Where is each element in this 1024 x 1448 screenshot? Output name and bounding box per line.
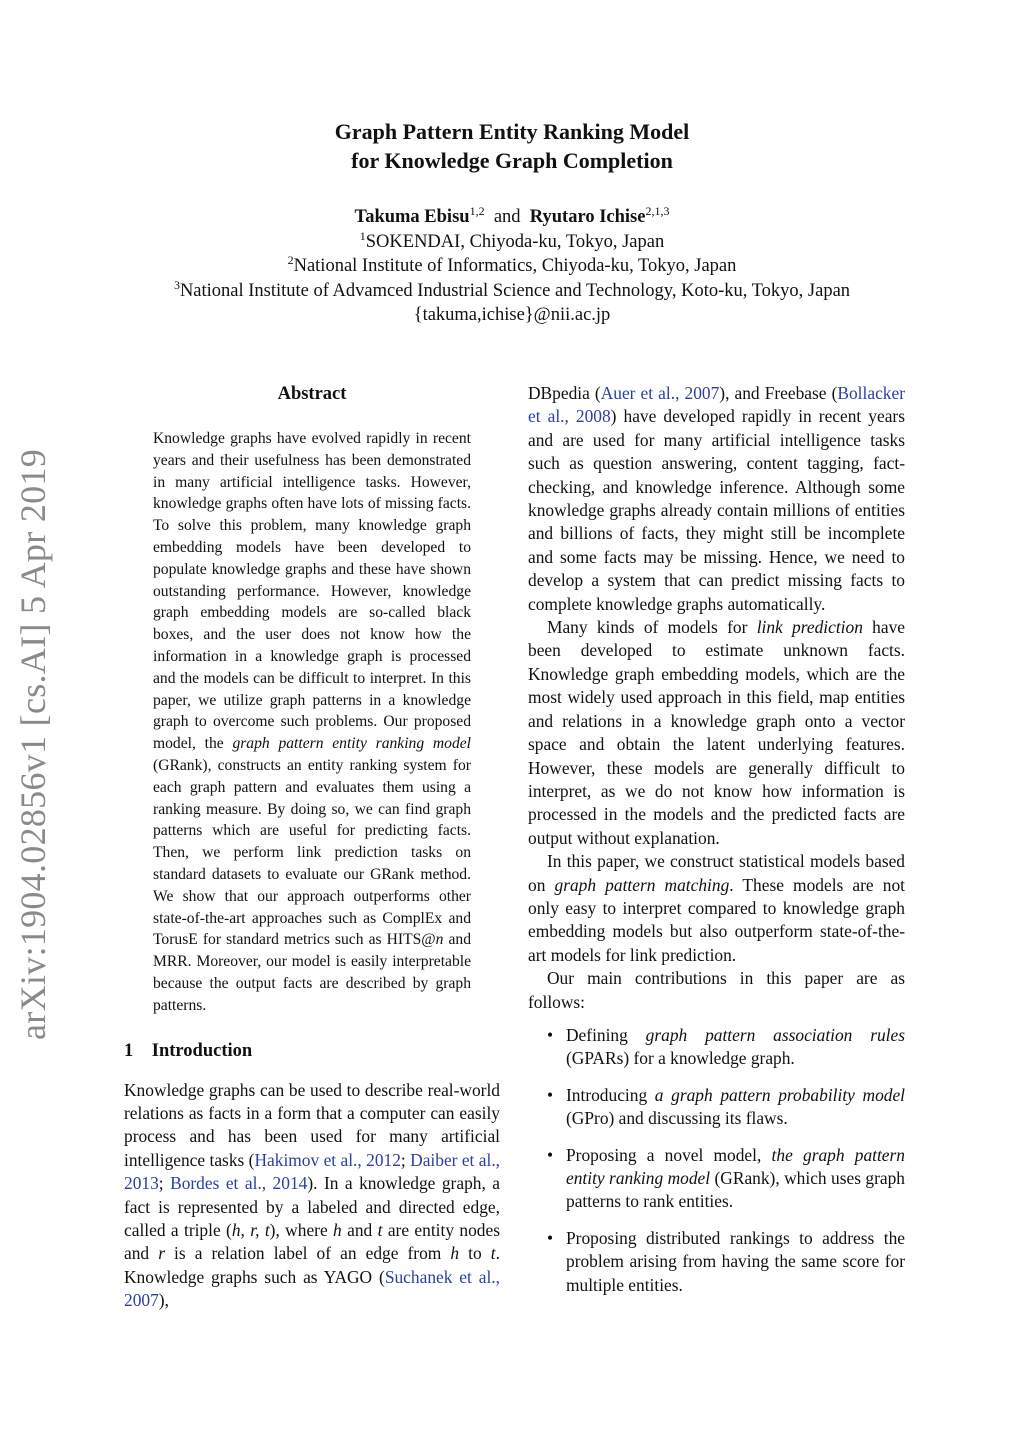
contribution-text: (GPro) and discussing its flaws. bbox=[566, 1108, 788, 1129]
right-text-part: ), and Freebase ( bbox=[719, 383, 838, 403]
right-paragraph-2 bbox=[528, 616, 905, 850]
paper-title bbox=[0, 117, 1024, 175]
affiliation-1 bbox=[0, 230, 1024, 255]
intro-text-part: to bbox=[459, 1243, 491, 1264]
contribution-item bbox=[528, 1227, 905, 1297]
right-paragraph-1 bbox=[528, 382, 905, 616]
contribution-item bbox=[528, 1024, 905, 1071]
right-text-part: ) have developed rapidly in recent years and are used for many artificial intelligence tasks such as question answering, content tagging, fact-checking, and knowledge inference. Although some knowledge graphs already contain millions of entities and billions of facts, they might still be incomplete and some facts may be missing. Hence, we need to develop a system that can predict missing facts to complete knowledge graphs automatically. bbox=[528, 406, 905, 614]
right-paragraph-4: Our main contributions in this paper are as follows: bbox=[528, 968, 905, 1012]
abstract-text-part: and MRR. Moreover, our model is easily interpretable because the output facts are described by graph patterns. bbox=[153, 931, 471, 1014]
abstract-heading: Abstract bbox=[277, 384, 347, 404]
citation-bollacker[interactable]: Bollacker et al., 2008 bbox=[528, 383, 905, 427]
author-names bbox=[0, 205, 1024, 230]
contribution-text: (GPARs) for a knowledge graph. bbox=[566, 1048, 795, 1069]
var-h: h bbox=[450, 1243, 460, 1264]
affiliation-1-marker: 1 bbox=[359, 228, 366, 243]
contribution-text: Proposing a novel model, bbox=[566, 1144, 772, 1165]
introduction-paragraph-1 bbox=[124, 1079, 500, 1313]
author-ebisu-affil: 1,2 bbox=[469, 204, 485, 218]
var-h: h bbox=[333, 1219, 342, 1240]
var-t: t bbox=[490, 1243, 496, 1264]
affiliation-1-text: SOKENDAI, Chiyoda-ku, Tokyo, Japan bbox=[365, 231, 665, 252]
title-line-2: for Knowledge Graph Completion bbox=[351, 148, 673, 173]
citation-auer[interactable]: Auer et al., 2007 bbox=[600, 383, 720, 403]
author-email: {takuma,ichise}@nii.ac.jp bbox=[413, 305, 611, 325]
intro-text-part: is a relation label of an edge from bbox=[164, 1243, 451, 1264]
abstract-text bbox=[153, 428, 471, 1017]
intro-text-part: are entity nodes and bbox=[124, 1219, 500, 1264]
intro-text-part: ), bbox=[158, 1290, 169, 1311]
right-text-part: In this paper, we construct statistical models based on bbox=[528, 851, 905, 895]
affiliation-3-marker: 3 bbox=[173, 277, 180, 292]
right-text-part: Many kinds of models for bbox=[547, 617, 757, 638]
affiliation-2 bbox=[0, 254, 1024, 279]
contribution-text: Defining bbox=[566, 1024, 646, 1045]
left-column bbox=[124, 382, 500, 1313]
term-link-prediction: link prediction bbox=[756, 617, 863, 638]
citation-suchanek[interactable]: Suchanek et al., 2007 bbox=[124, 1266, 500, 1311]
contribution-term: a graph pattern probability model bbox=[654, 1084, 906, 1105]
affiliation-2-marker: 2 bbox=[287, 253, 294, 267]
intro-text-part: and bbox=[341, 1219, 378, 1240]
contribution-term: the graph pattern entity ranking model bbox=[566, 1144, 905, 1188]
var-r: r bbox=[158, 1243, 165, 1264]
citation-separator: ; bbox=[400, 1149, 411, 1170]
author-ichise: Ryutaro Ichise bbox=[529, 207, 646, 227]
contribution-text: (GRank), which uses graph patterns to rank entities. bbox=[566, 1168, 905, 1212]
contribution-item bbox=[528, 1084, 905, 1131]
contributions-list bbox=[528, 1024, 905, 1297]
arxiv-identifier: arXiv:1904.02856v1 [cs.AI] 5 Apr 2019 bbox=[13, 448, 53, 1040]
intro-text-part: ). In a knowledge graph, a fact is represented by a labeled and directed edge, called a triple ( bbox=[124, 1173, 500, 1240]
triple-notation: h, r, t bbox=[231, 1219, 270, 1240]
right-column bbox=[528, 382, 905, 1310]
right-text-part: DBpedia ( bbox=[528, 383, 601, 403]
contribution-term: graph pattern association rules bbox=[645, 1024, 905, 1045]
citation-separator: ; bbox=[158, 1173, 171, 1194]
abstract-var-n: n bbox=[435, 931, 444, 949]
contribution-text: Introducing bbox=[566, 1084, 655, 1105]
right-text-part: . These models are not only easy to interpret compared to knowledge graph embedding models but also outperform state-of-the-art models for link prediction. bbox=[528, 874, 905, 965]
abstract-text-part: Knowledge graphs have evolved rapidly in recent years and their usefulness has been demonstrated in many artificial intelligence tasks. However, knowledge graphs often have lots of missing facts. To solve this problem, many knowledge graph embedding models have been developed to populate knowledge graphs and these have shown outstanding performance. However, knowledge graph embedding models are so-called black boxes, and the user does not know how the information in a knowledge graph is processed and the models can be difficult to interpret. In this paper, we utilize graph patterns in a knowledge graph to overcome such problems. Our proposed model, the bbox=[153, 430, 471, 753]
affiliation-2-text: National Institute of Informatics, Chiyoda-ku, Tokyo, Japan bbox=[293, 256, 737, 276]
author-ebisu: Takuma Ebisu bbox=[354, 207, 470, 227]
contribution-text: Proposing distributed rankings to address the problem arising from having the same score for multiple entities. bbox=[566, 1227, 905, 1295]
citation-daiber[interactable]: Daiber et al., 2013 bbox=[124, 1149, 501, 1194]
right-text-part: have been developed to estimate unknown facts. Knowledge graph embedding models, which are the most widely used approach in this field, map entities and relations in a knowledge graph onto a vector space and obtain the latent underlying features. However, these models are generally difficult to interpret, as we do not know how information is processed in the models and the predicted facts are output without explanation. bbox=[528, 617, 906, 848]
affiliation-3 bbox=[0, 279, 1024, 304]
author-ichise-affil: 2,1,3 bbox=[645, 204, 670, 218]
term-graph-pattern-matching: graph pattern matching bbox=[554, 874, 730, 895]
author-conjunction: and bbox=[493, 207, 521, 227]
abstract-text-part: (GRank), constructs an entity ranking system for each graph pattern and evaluates them using a ranking measure. By doing so, we can find graph patterns which are useful for predicting facts. Then, we perform link prediction tasks on standard datasets to evaluate our GRank method. We show that our approach outperforms other state-of-the-art approaches such as ComplEx and TorusE for standard metrics such as HITS@ bbox=[153, 756, 471, 949]
abstract-model-name: graph pattern entity ranking model bbox=[232, 735, 471, 753]
contribution-item bbox=[528, 1144, 905, 1214]
intro-text-part: ), where bbox=[269, 1219, 334, 1240]
author-block bbox=[0, 205, 1024, 328]
intro-text-part: . Knowledge graphs such as YAGO ( bbox=[124, 1243, 500, 1287]
citation-bordes[interactable]: Bordes et al., 2014 bbox=[170, 1173, 308, 1194]
introduction-heading: 1 Introduction bbox=[124, 1040, 253, 1061]
right-paragraph-3 bbox=[528, 850, 905, 967]
title-line-1: Graph Pattern Entity Ranking Model bbox=[334, 119, 690, 144]
intro-text-part: Knowledge graphs can be used to describe real-world relations as facts in a form that a computer can easily process and has been used for many artificial intelligence tasks ( bbox=[124, 1079, 500, 1170]
citation-hakimov[interactable]: Hakimov et al., 2012 bbox=[254, 1149, 401, 1170]
affiliation-3-text: National Institute of Advamced Industrial Science and Technology, Koto-ku, Tokyo, Japan bbox=[179, 280, 851, 301]
var-t: t bbox=[377, 1219, 383, 1240]
